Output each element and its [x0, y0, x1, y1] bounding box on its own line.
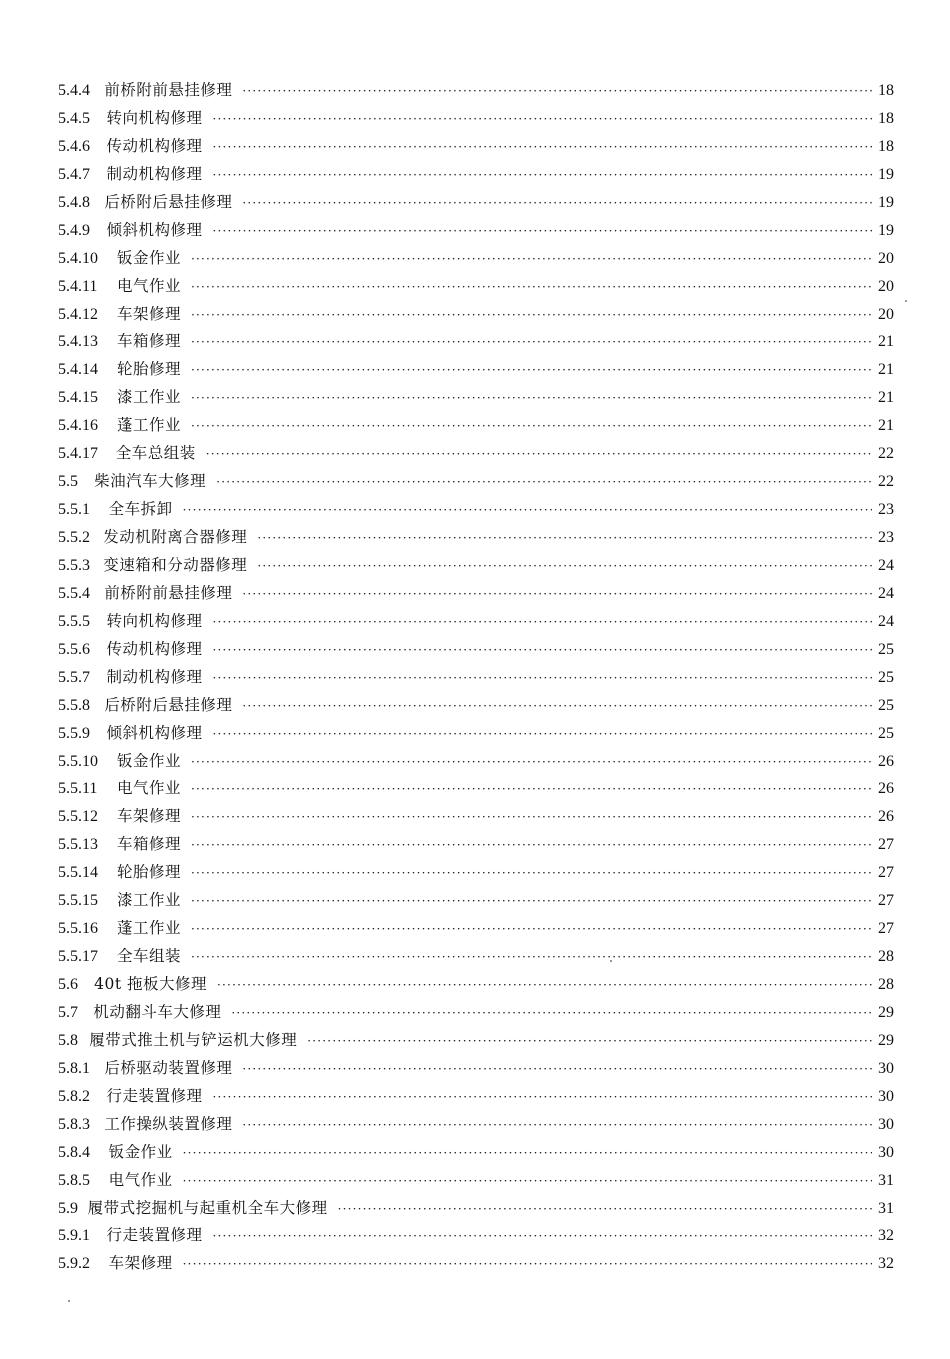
- section-number: 5.5.2: [58, 529, 90, 546]
- section-title: 履带式推土机与铲运机大修理: [89, 1030, 298, 1049]
- page-number: 28: [878, 976, 894, 993]
- page-number: 21: [878, 361, 894, 379]
- toc-entry[interactable]: [58, 552, 894, 580]
- scan-speck: [905, 300, 907, 302]
- section-title: 行走装置修理: [106, 1226, 203, 1245]
- toc-entry[interactable]: [58, 831, 894, 859]
- page-number: 30: [878, 1143, 894, 1161]
- toc-entry[interactable]: [58, 1139, 894, 1167]
- dot-leader: [191, 776, 872, 804]
- dot-leader: [242, 78, 873, 106]
- section-number: 5.9.2: [58, 1255, 90, 1273]
- section-title: 漆工作业: [116, 388, 181, 407]
- page-number: 24: [878, 612, 894, 630]
- dot-leader: [242, 190, 873, 218]
- page-number: 25: [878, 696, 894, 714]
- section-number: 5.4.4: [58, 82, 90, 99]
- toc-entry[interactable]: [58, 859, 894, 887]
- toc-entry[interactable]: [58, 775, 894, 803]
- dot-leader: [217, 972, 873, 1000]
- toc-entry[interactable]: [58, 273, 894, 301]
- page-number: 18: [878, 137, 894, 155]
- section-title: 变速箱和分动器修理: [103, 555, 248, 574]
- page-number: 27: [878, 864, 894, 882]
- toc-entry[interactable]: [58, 1055, 894, 1083]
- page-number: 26: [878, 780, 894, 798]
- toc-entry[interactable]: [58, 189, 894, 217]
- toc-entry[interactable]: [58, 1195, 894, 1223]
- section-number: 5.4.14: [58, 361, 98, 379]
- toc-entry[interactable]: [58, 77, 894, 105]
- section-number: 5.5.10: [58, 752, 98, 770]
- section-number: 5.8.5: [58, 1171, 90, 1189]
- table-of-contents: [58, 77, 894, 1278]
- dot-leader: [191, 302, 872, 330]
- section-title: 后桥驱动装置修理: [104, 1058, 233, 1077]
- page-number: 18: [878, 82, 894, 99]
- toc-entry[interactable]: [58, 496, 894, 524]
- section-number: 5.8.2: [58, 1087, 90, 1105]
- dot-leader: [191, 944, 872, 972]
- page-number: 31: [878, 1171, 894, 1189]
- page-number: 27: [878, 836, 894, 854]
- section-title: 40t 拖板大修理: [94, 975, 208, 993]
- toc-entry[interactable]: [58, 971, 894, 999]
- page-number: 20: [878, 277, 894, 295]
- dot-leader: [231, 1000, 873, 1028]
- section-number: 5.4.8: [58, 193, 90, 211]
- page-number: 20: [878, 305, 894, 323]
- toc-entry[interactable]: [58, 133, 894, 161]
- section-number: 5.5.1: [58, 501, 90, 519]
- page-number: 24: [878, 556, 894, 574]
- section-title: 转向机构修理: [106, 108, 203, 127]
- dot-leader: [183, 1251, 872, 1279]
- dot-leader: [183, 497, 872, 525]
- section-number: 5.9.1: [58, 1227, 90, 1245]
- section-number: 5.5: [58, 473, 78, 491]
- page-number: 29: [878, 1003, 894, 1021]
- section-number: 5.5.14: [58, 864, 98, 882]
- section-title: 倾斜机构修理: [106, 723, 203, 742]
- page-number: 23: [878, 501, 894, 519]
- dot-leader: [257, 525, 874, 553]
- section-number: 5.4.12: [58, 305, 98, 323]
- toc-entry[interactable]: [58, 1222, 894, 1250]
- toc-entry[interactable]: [58, 217, 894, 245]
- page-number: 28: [878, 948, 894, 966]
- section-title: 全车拆卸: [108, 500, 173, 519]
- section-number: 5.4.15: [58, 389, 98, 407]
- section-number: 5.4.17: [58, 445, 98, 463]
- toc-entry[interactable]: [58, 1027, 894, 1055]
- section-title: 轮胎修理: [116, 360, 181, 379]
- section-number: 5.4.6: [58, 137, 90, 155]
- section-title: 倾斜机构修理: [106, 220, 203, 239]
- section-title: 转向机构修理: [106, 611, 203, 630]
- toc-entry[interactable]: [58, 1250, 894, 1278]
- page-number: 30: [878, 1087, 894, 1105]
- toc-entry[interactable]: [58, 1111, 894, 1139]
- dot-leader: [191, 832, 872, 860]
- section-number: 5.7: [58, 1003, 78, 1021]
- toc-entry[interactable]: [58, 1083, 894, 1111]
- section-title: 制动机构修理: [106, 164, 203, 183]
- page-number: 18: [878, 109, 894, 127]
- page-number: 29: [878, 1031, 894, 1049]
- dot-leader: [213, 721, 873, 749]
- section-title: 发动机附离合器修理: [103, 528, 248, 546]
- page-number: 22: [878, 473, 894, 491]
- toc-entry[interactable]: [58, 664, 894, 692]
- dot-leader: [191, 749, 872, 777]
- scan-speck: [610, 960, 612, 962]
- dot-leader: [242, 1056, 873, 1084]
- toc-entry[interactable]: [58, 328, 894, 356]
- section-title: 轮胎修理: [116, 863, 181, 882]
- page-number: 26: [878, 808, 894, 826]
- toc-entry[interactable]: [58, 915, 894, 943]
- section-title: 前桥附前悬挂修理: [104, 81, 233, 99]
- section-title: 制动机构修理: [106, 667, 203, 686]
- section-title: 电气作业: [116, 276, 181, 295]
- page-number: 27: [878, 920, 894, 938]
- section-number: 5.8.3: [58, 1115, 90, 1133]
- toc-entry[interactable]: [58, 384, 894, 412]
- section-title: 车架修理: [116, 304, 181, 323]
- toc-entry[interactable]: [58, 468, 894, 496]
- section-number: 5.4.10: [58, 249, 98, 267]
- section-title: 车箱修理: [116, 835, 181, 854]
- section-title: 车箱修理: [116, 332, 181, 351]
- page-number: 25: [878, 640, 894, 658]
- toc-entry[interactable]: [58, 412, 894, 440]
- dot-leader: [191, 246, 872, 274]
- page-number: 19: [878, 221, 894, 239]
- section-number: 5.5.13: [58, 836, 98, 854]
- toc-entry[interactable]: [58, 748, 894, 776]
- section-title: 车架修理: [108, 1254, 173, 1273]
- section-title: 车架修理: [116, 807, 181, 826]
- section-number: 5.5.8: [58, 696, 90, 714]
- dot-leader: [191, 357, 872, 385]
- section-title: 蓬工作业: [116, 919, 181, 938]
- toc-entry[interactable]: [58, 636, 894, 664]
- toc-entry[interactable]: [58, 440, 894, 468]
- page-number: 31: [878, 1199, 894, 1217]
- toc-entry[interactable]: [58, 105, 894, 133]
- dot-leader: [242, 581, 873, 609]
- dot-leader: [242, 693, 873, 721]
- section-title: 传动机构修理: [106, 639, 203, 658]
- section-number: 5.9: [58, 1199, 78, 1217]
- dot-leader: [191, 916, 872, 944]
- page-number: 21: [878, 417, 894, 435]
- dot-leader: [191, 329, 872, 357]
- section-number: 5.5.11: [58, 780, 98, 798]
- dot-leader: [191, 274, 872, 302]
- dot-leader: [213, 134, 873, 162]
- section-title: 钣金作业: [108, 1142, 173, 1161]
- toc-entry[interactable]: [58, 943, 894, 971]
- dot-leader: [191, 888, 872, 916]
- toc-entry[interactable]: [58, 580, 894, 608]
- dot-leader: [216, 469, 873, 497]
- section-number: 5.4.7: [58, 165, 90, 183]
- section-title: 工作操纵装置修理: [104, 1114, 233, 1133]
- section-number: 5.5.12: [58, 808, 98, 826]
- toc-entry[interactable]: [58, 803, 894, 831]
- section-title: 蓬工作业: [116, 416, 181, 435]
- dot-leader: [183, 1140, 872, 1168]
- section-number: 5.5.6: [58, 640, 90, 658]
- toc-entry[interactable]: [58, 720, 894, 748]
- dot-leader: [191, 804, 872, 832]
- toc-entry[interactable]: [58, 887, 894, 915]
- section-number: 5.8.1: [58, 1059, 90, 1077]
- section-number: 5.4.11: [58, 277, 98, 295]
- toc-entry[interactable]: [58, 608, 894, 636]
- section-number: 5.5.16: [58, 920, 98, 938]
- scan-speck: [68, 1300, 70, 1302]
- section-number: 5.5.3: [58, 556, 90, 574]
- section-title: 后桥附后悬挂修理: [104, 192, 233, 211]
- section-number: 5.5.7: [58, 668, 90, 686]
- dot-leader: [257, 553, 874, 581]
- dot-leader: [206, 441, 873, 469]
- section-number: 5.4.16: [58, 417, 98, 435]
- dot-leader: [242, 1112, 873, 1140]
- section-title: 后桥附后悬挂修理: [104, 695, 233, 714]
- dot-leader: [338, 1196, 874, 1224]
- toc-entry[interactable]: [58, 245, 894, 273]
- page-number: 19: [878, 165, 894, 183]
- page-number: 23: [878, 529, 894, 546]
- section-title: 漆工作业: [116, 891, 181, 910]
- page-number: 32: [878, 1227, 894, 1245]
- dot-leader: [213, 609, 873, 637]
- section-title: 传动机构修理: [106, 136, 203, 155]
- page-number: 21: [878, 333, 894, 351]
- section-number: 5.6: [58, 976, 78, 993]
- toc-entry[interactable]: [58, 301, 894, 329]
- dot-leader: [307, 1028, 874, 1056]
- dot-leader: [191, 385, 872, 413]
- section-number: 5.8.4: [58, 1143, 90, 1161]
- page-number: 20: [878, 249, 894, 267]
- dot-leader: [213, 1223, 873, 1251]
- dot-leader: [213, 106, 873, 134]
- dot-leader: [191, 413, 872, 441]
- page-number: 26: [878, 752, 894, 770]
- section-number: 5.4.9: [58, 221, 90, 239]
- page-number: 30: [878, 1115, 894, 1133]
- page-number: 25: [878, 668, 894, 686]
- dot-leader: [191, 860, 872, 888]
- toc-entry[interactable]: [58, 524, 894, 552]
- section-number: 5.4.13: [58, 333, 98, 351]
- dot-leader: [213, 218, 873, 246]
- toc-entry[interactable]: [58, 692, 894, 720]
- section-title: 钣金作业: [116, 248, 181, 267]
- page-number: 22: [878, 445, 894, 463]
- dot-leader: [213, 1084, 873, 1112]
- section-number: 5.5.4: [58, 584, 90, 602]
- section-title: 履带式挖掘机与起重机全车大修理: [87, 1198, 328, 1217]
- section-title: 柴油汽车大修理: [94, 472, 207, 491]
- dot-leader: [213, 665, 873, 693]
- section-title: 电气作业: [116, 779, 181, 798]
- section-title: 电气作业: [108, 1170, 173, 1189]
- section-title: 前桥附前悬挂修理: [104, 583, 233, 602]
- section-title: 机动翻斗车大修理: [93, 1002, 222, 1021]
- section-number: 5.5.15: [58, 892, 98, 910]
- toc-entry[interactable]: [58, 999, 894, 1027]
- toc-entry[interactable]: [58, 161, 894, 189]
- page-number: 32: [878, 1255, 894, 1273]
- section-number: 5.8: [58, 1031, 78, 1049]
- page-number: 21: [878, 389, 894, 407]
- section-number: 5.5.9: [58, 724, 90, 742]
- page-number: 24: [878, 584, 894, 602]
- toc-entry[interactable]: [58, 356, 894, 384]
- page-number: 30: [878, 1059, 894, 1077]
- page-number: 19: [878, 193, 894, 211]
- dot-leader: [213, 162, 873, 190]
- section-title: 钣金作业: [116, 751, 181, 770]
- section-number: 5.5.17: [58, 948, 98, 966]
- dot-leader: [213, 637, 873, 665]
- page-number: 27: [878, 892, 894, 910]
- section-title: 全车组装: [116, 947, 181, 966]
- section-title: 全车总组装: [115, 444, 196, 463]
- section-number: 5.4.5: [58, 109, 90, 127]
- section-number: 5.5.5: [58, 612, 90, 630]
- page-number: 25: [878, 724, 894, 742]
- toc-entry[interactable]: [58, 1167, 894, 1195]
- section-title: 行走装置修理: [106, 1086, 203, 1105]
- dot-leader: [183, 1168, 872, 1196]
